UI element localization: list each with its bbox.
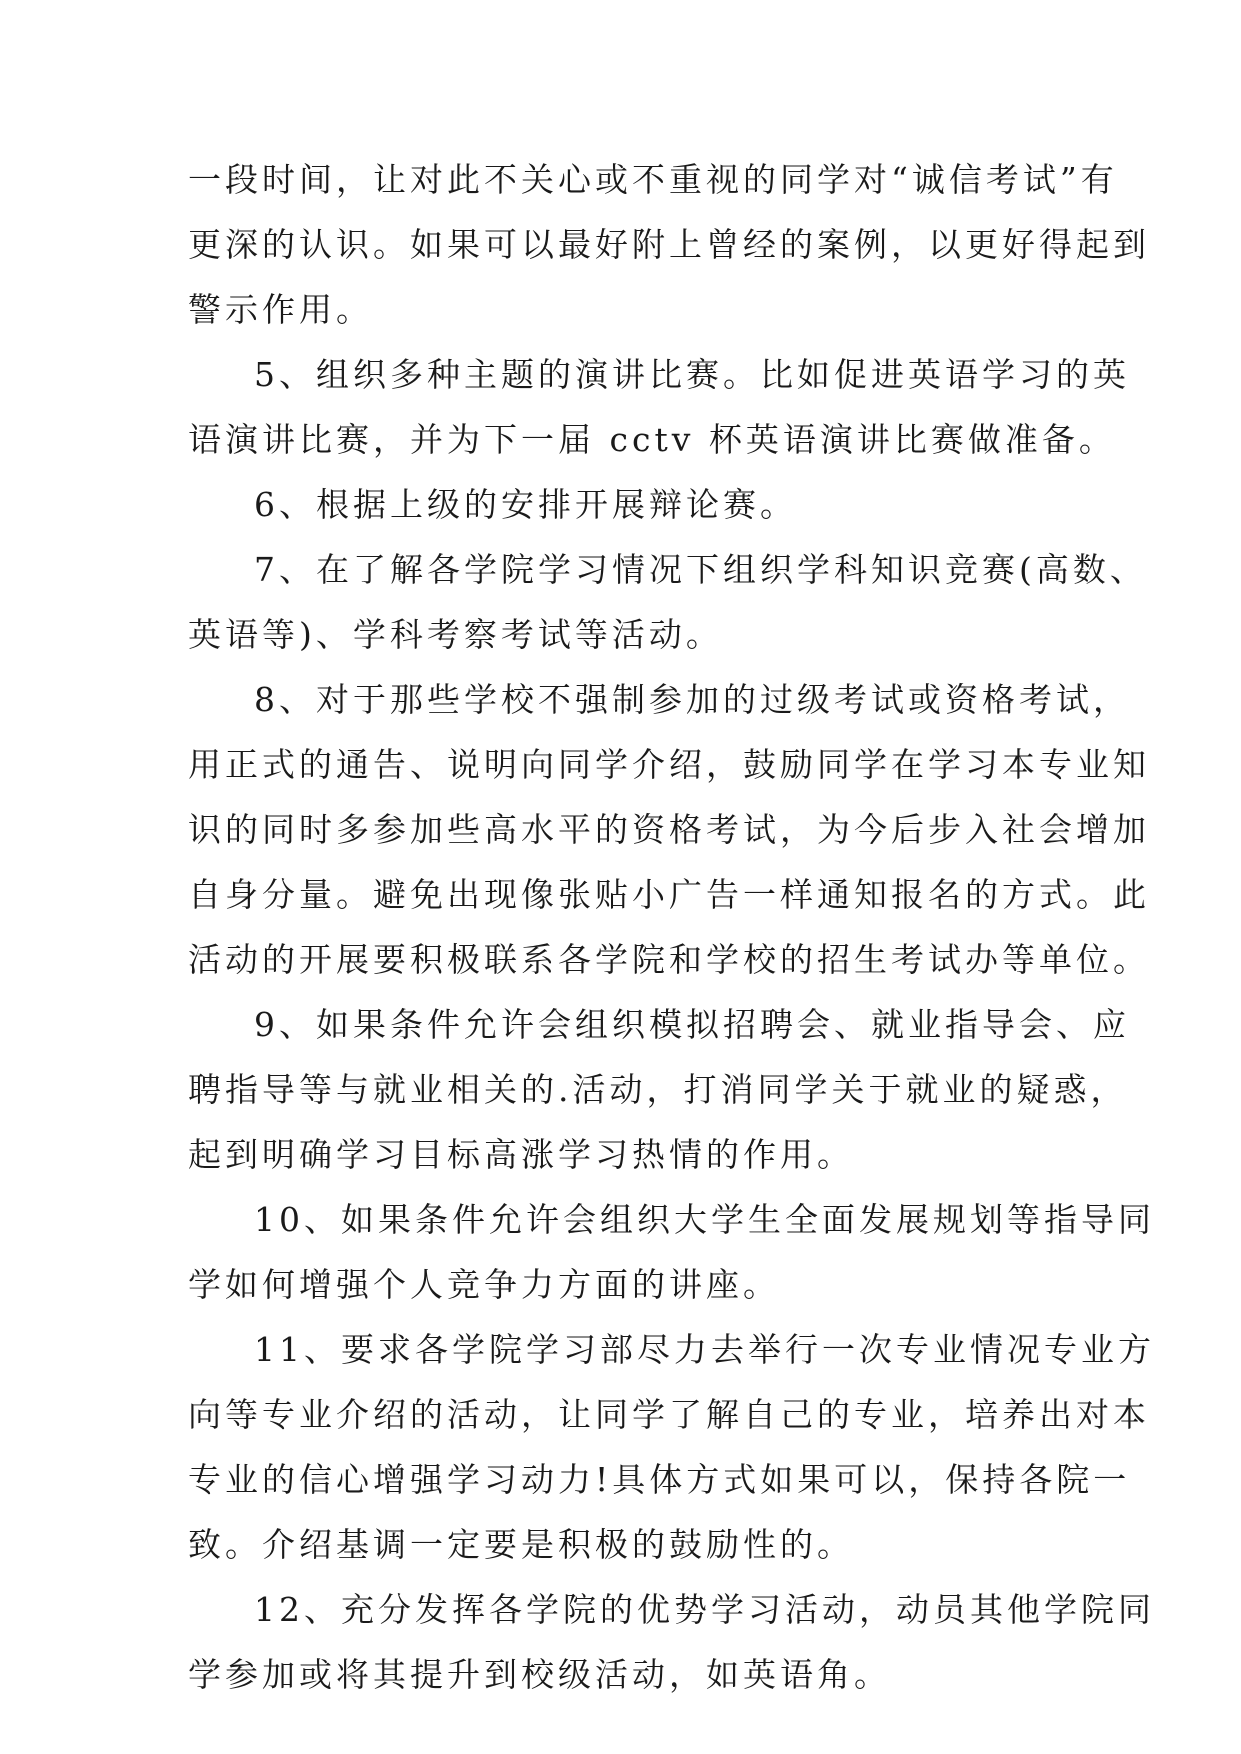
document-line: 学如何增强个人竞争力方面的讲座。 xyxy=(188,1265,780,1304)
document-line: 10、如果条件允许会组织大学生全面发展规划等指导同 xyxy=(254,1200,1155,1239)
document-line: 一段时间，让对此不关心或不重视的同学对“诚信考试”有 xyxy=(188,160,1118,199)
document-line: 活动的开展要积极联系各学院和学校的招生考试办等单位。 xyxy=(188,940,1150,979)
document-line: 6、根据上级的安排开展辩论赛。 xyxy=(254,485,797,524)
document-line: 英语等)、学科考察考试等活动。 xyxy=(188,615,723,654)
document-line: 11、要求各学院学习部尽力去举行一次专业情况专业方 xyxy=(254,1330,1155,1369)
document-line: 语演讲比赛，并为下一届 cctv 杯英语演讲比赛做准备。 xyxy=(188,420,1116,459)
document-body xyxy=(188,160,1155,1722)
document-line: 12、充分发挥各学院的优势学习活动，动员其他学院同 xyxy=(254,1590,1155,1629)
document-line: 学参加或将其提升到校级活动，如英语角。 xyxy=(188,1655,891,1694)
document-line: 自身分量。避免出现像张贴小广告一样通知报名的方式。此 xyxy=(188,875,1150,914)
document-line: 用正式的通告、说明向同学介绍，鼓励同学在学习本专业知 xyxy=(188,745,1150,784)
document-line: 向等专业介绍的活动，让同学了解自己的专业，培养出对本 xyxy=(188,1395,1150,1434)
document-line: 更深的认识。如果可以最好附上曾经的案例，以更好得起到 xyxy=(188,225,1150,264)
document-line: 识的同时多参加些高水平的资格考试，为今后步入社会增加 xyxy=(188,810,1150,849)
document-line: 8、对于那些学校不强制参加的过级考试或资格考试， xyxy=(254,680,1130,719)
document-line: 专业的信心增强学习动力!具体方式如果可以，保持各院一 xyxy=(188,1460,1131,1499)
document-line: 聘指导等与就业相关的.活动，打消同学关于就业的疑惑， xyxy=(188,1070,1128,1109)
document-line: 警示作用。 xyxy=(188,290,373,329)
document-line: 9、如果条件允许会组织模拟招聘会、就业指导会、应 xyxy=(254,1005,1130,1044)
document-line: 7、在了解各学院学习情况下组织学科知识竞赛(高数、 xyxy=(254,550,1147,589)
document-line: 起到明确学习目标高涨学习热情的作用。 xyxy=(188,1135,854,1174)
document-line: 致。介绍基调一定要是积极的鼓励性的。 xyxy=(188,1525,854,1564)
document-line: 5、组织多种主题的演讲比赛。比如促进英语学习的英 xyxy=(254,355,1130,394)
